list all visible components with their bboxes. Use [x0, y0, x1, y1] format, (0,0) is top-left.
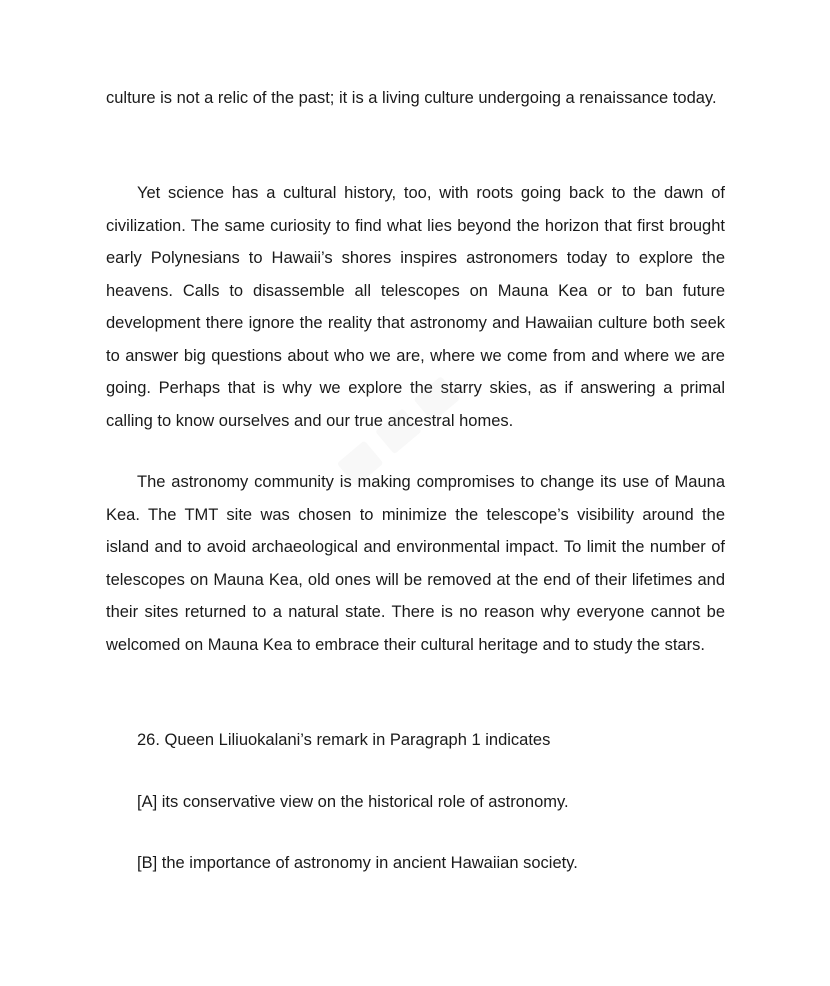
question-option-a: [A] its conservative view on the historical role of astronomy. [137, 793, 569, 811]
question-26-stem: 26. Queen Liliuokalani’s remark in Paragraph 1 indicates [137, 731, 551, 749]
paragraph-astronomy-community: The astronomy community is making compromises to change its use of Mauna Kea. The TMT site was chosen to minimize the telescope’s visibility around the island and to avoid archaeological and environmental impact. To limit the number of telescopes on Mauna Kea, old ones will be removed at the end of their lifetimes and their sites returned to a natural state. There is no reason why everyone cannot be welcomed on Mauna Kea to embrace their cultural heritage and to study the stars. [106, 473, 725, 654]
question-option-b: [B] the importance of astronomy in ancient Hawaiian society. [137, 854, 578, 872]
paragraph-science-history: Yet science has a cultural history, too, with roots going back to the dawn of civilization. The same curiosity to find what lies beyond the horizon that first brought early Polynesians to Hawaii’s shores inspires astronomers today to explore the heavens. Calls to disassemble all telescopes on Mauna Kea or to ban future development there ignore the reality that astronomy and Hawaiian culture both seek to answer big questions about who we are, where we come from and where we are going. Perhaps that is why we explore the starry skies, as if answering a primal calling to know ourselves and our true ancestral homes. [106, 184, 725, 430]
paragraph-continuation: culture is not a relic of the past; it is a living culture undergoing a renaissance today. [106, 89, 717, 107]
